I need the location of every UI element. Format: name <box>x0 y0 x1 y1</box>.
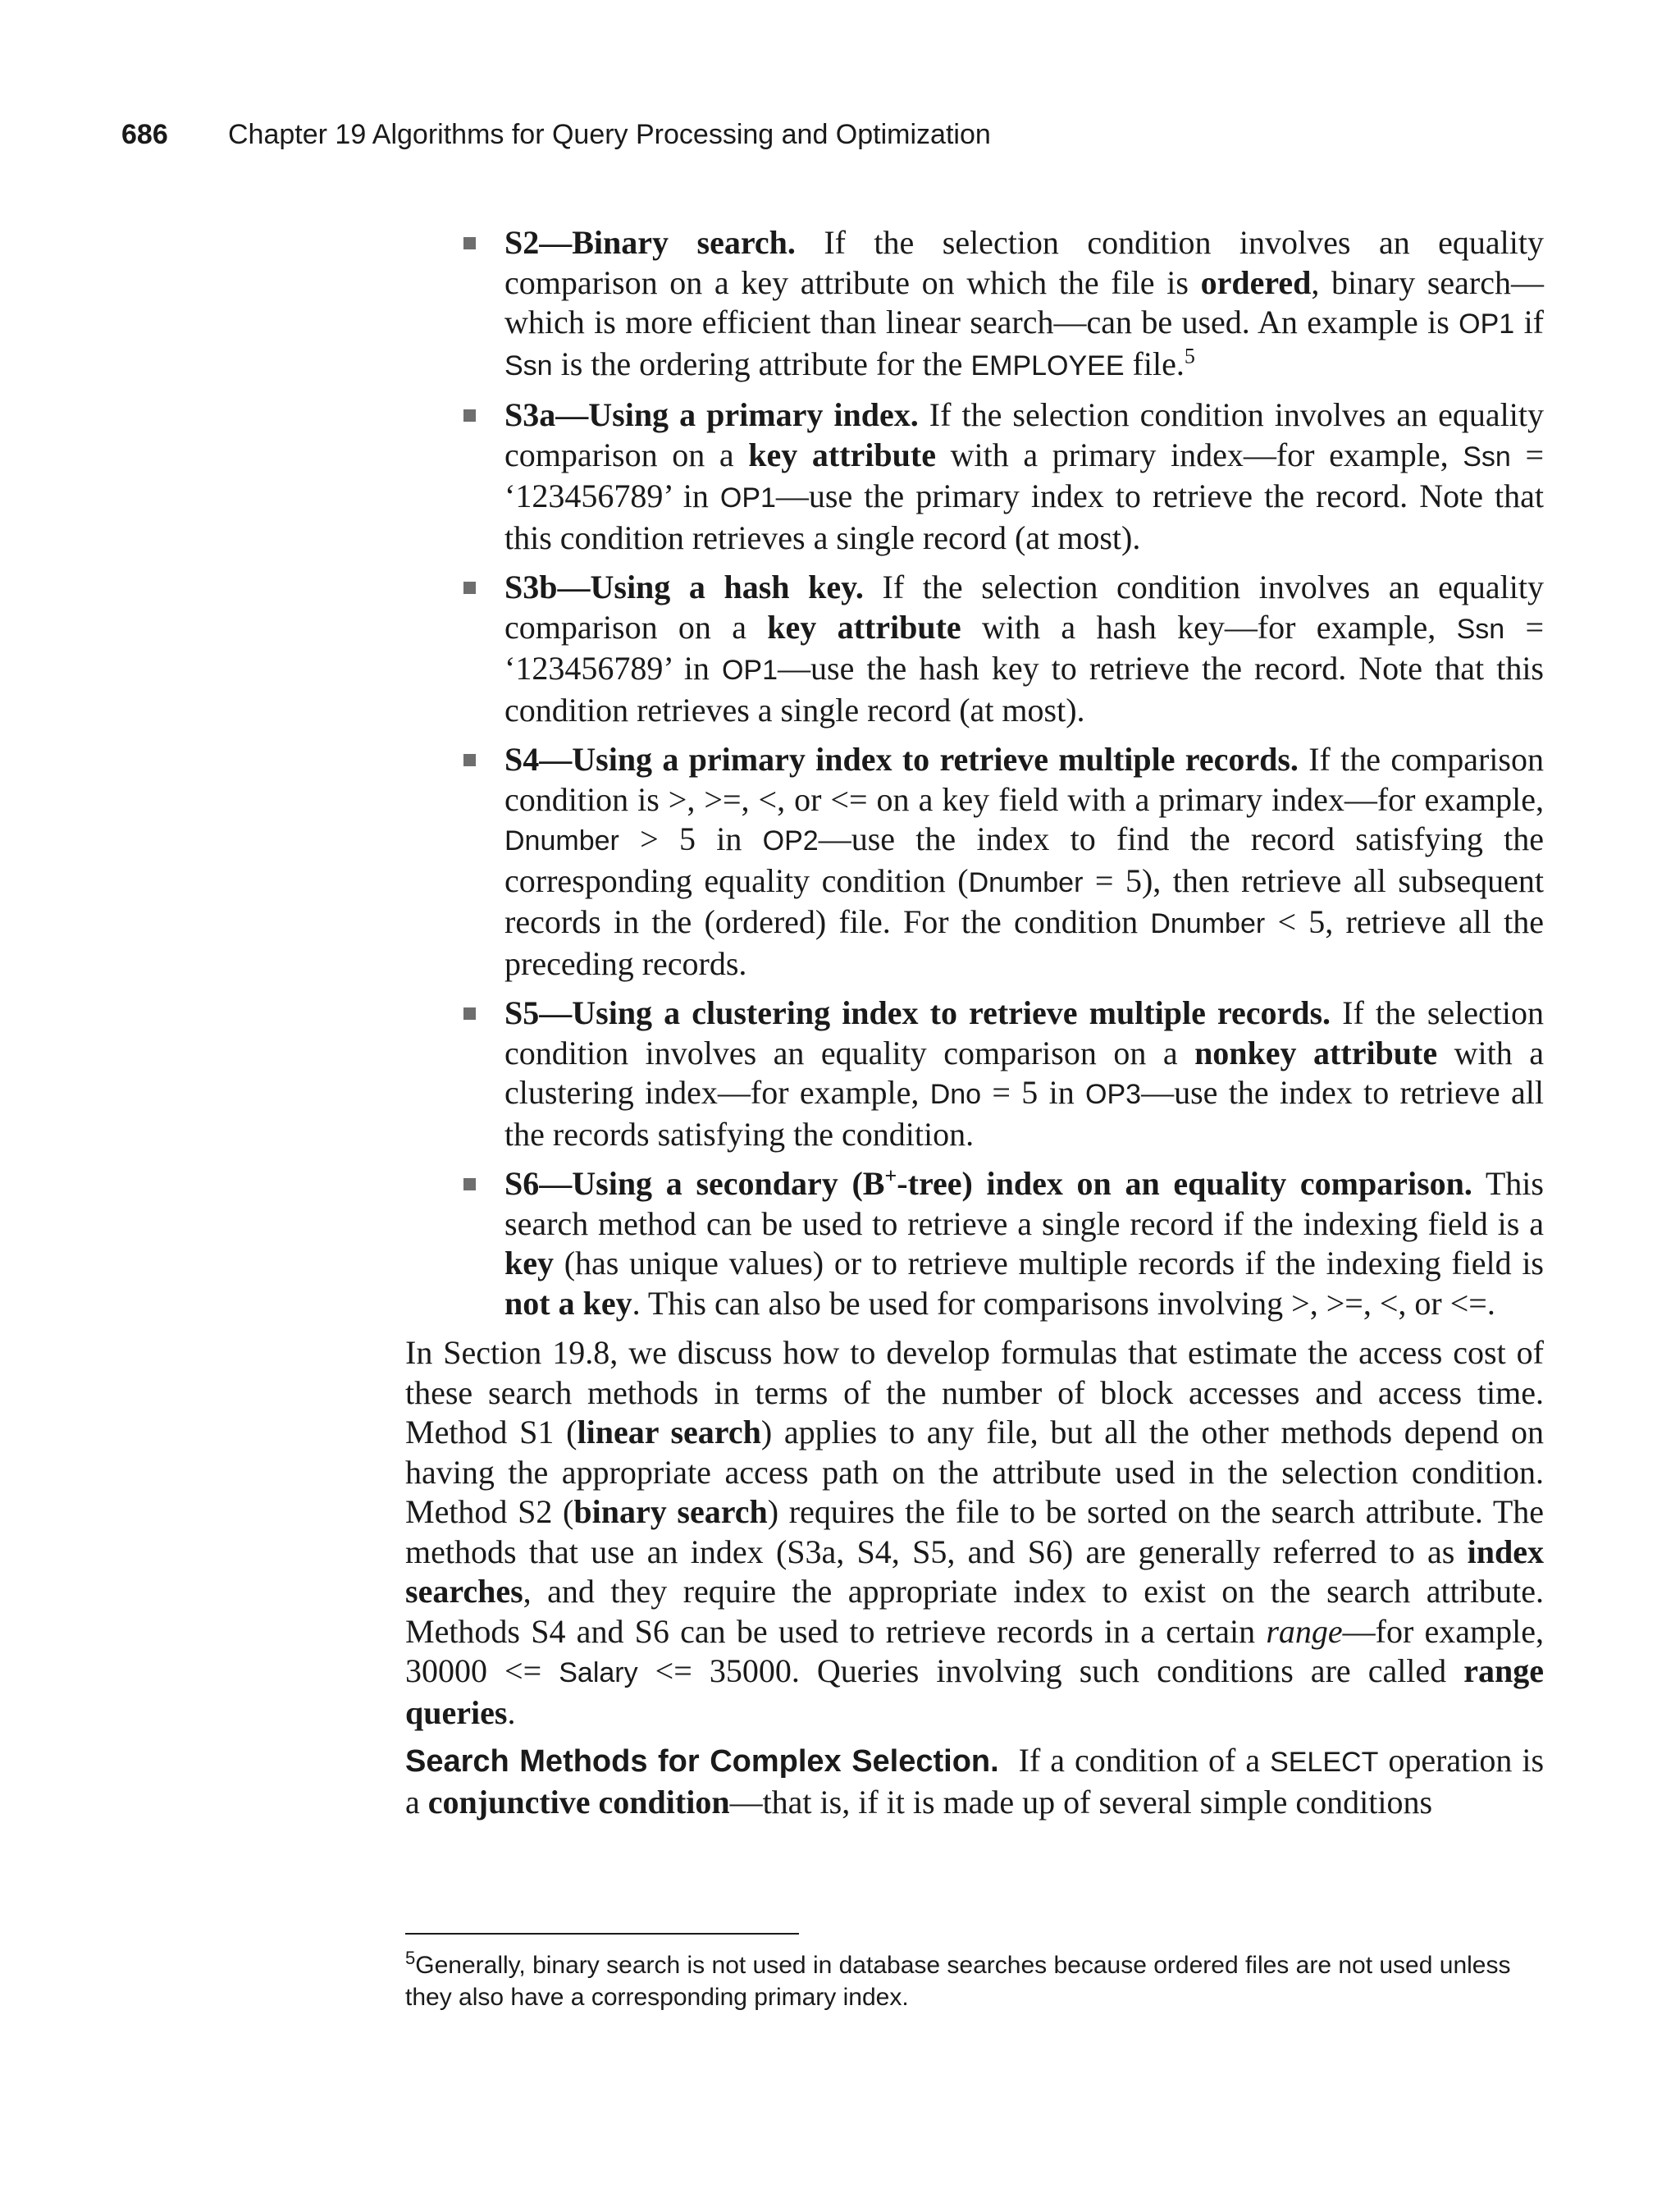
text-run: = 5 in <box>981 1074 1086 1111</box>
code-term: SELECT <box>1270 1747 1379 1778</box>
text-run: —for example, 30000 <= <box>405 1612 1544 1689</box>
code-term: Ssn <box>504 349 553 381</box>
bold-term: range queries <box>405 1652 1544 1731</box>
section-paragraph <box>405 1741 1544 1822</box>
footnote <box>405 1949 1544 2013</box>
code-term: OP2 <box>762 825 819 857</box>
bold-term: S6—Using a secondary (B <box>504 1165 885 1202</box>
text-run: If a condition of a <box>1018 1742 1271 1779</box>
text-run: ) requires the file to be sorted on the search attribute. The methods that use an index (S3a, S4, S5, and S6) are generally referred to as <box>405 1493 1545 1570</box>
text-run: = 5), then retrieve all subsequent records in the (ordered) file. For the condition <box>504 861 1544 940</box>
bold-term: S3b—Using a hash key. <box>504 569 864 605</box>
method-text <box>504 569 1544 729</box>
bold-term: S5—Using a clustering index to retrieve multiple records. <box>504 994 1331 1031</box>
text-run: —use the hash key to retrieve the record. Note that this condition retrieves a single record (at most). <box>504 650 1545 729</box>
code-term: Ssn <box>1456 613 1505 645</box>
text-run: is the ordering attribute for the <box>552 345 971 382</box>
text-run: = ‘123456789’ in <box>504 436 1545 514</box>
footnote-divider <box>405 1933 799 1935</box>
method-item <box>504 223 1544 386</box>
text-run: —use the index to find the record satisfying the corresponding equality condition ( <box>504 820 1545 899</box>
bold-term: key <box>504 1245 554 1281</box>
bold-term: -tree) index on an equality comparison. <box>897 1165 1472 1202</box>
text-run: with a hash key—for example, <box>961 608 1457 646</box>
text-run: This search method can be used to retrieve a single record if the indexing field is a <box>504 1165 1544 1242</box>
text-run: with a primary index—for example, <box>935 436 1463 473</box>
method-item <box>504 994 1544 1154</box>
body-paragraph <box>405 1333 1544 1733</box>
code-term: Ssn <box>1463 441 1511 473</box>
footnote-marker: 5 <box>405 1948 416 1968</box>
text-run: In Section 19.8, we discuss how to develop formulas that estimate the access cost of these search methods in terms of the number of block accesses and access time. Method S1 ( <box>405 1334 1544 1450</box>
bold-term: S4—Using a primary index to retrieve multiple records. <box>504 741 1299 778</box>
bold-term: binary search <box>573 1493 768 1530</box>
code-term: EMPLOYEE <box>970 349 1125 381</box>
text-run: —that is, if it is made up of several simple conditions <box>729 1783 1433 1821</box>
text-run: = ‘123456789’ in <box>504 608 1545 687</box>
text-run: —use the index to retrieve all the records satisfying the condition. <box>504 1074 1544 1153</box>
code-term: Salary <box>559 1657 638 1688</box>
bold-term: S3a—Using a primary index. <box>504 396 919 433</box>
method-item <box>504 395 1544 558</box>
code-term: OP1 <box>719 482 776 514</box>
text-run: . This can also be used for comparisons involving >, >=, <, or <=. <box>632 1284 1495 1322</box>
text-run: <= 35000. Queries involving such conditions are called <box>637 1652 1464 1689</box>
text-run: < 5, retrieve all the preceding records. <box>504 903 1544 982</box>
square-bullet-icon <box>463 1178 476 1190</box>
square-bullet-icon <box>463 1007 476 1020</box>
bold-term: not a key <box>504 1284 632 1322</box>
italic-term: range <box>1266 1612 1343 1650</box>
text-run: ) applies to any file, but all the other methods depend on having the appropriate access path on the attribute used in the selection condition. Method S2 ( <box>405 1414 1544 1530</box>
method-item <box>504 1164 1544 1323</box>
text-run: if <box>1514 304 1544 340</box>
bold-term: ordered <box>1200 263 1312 301</box>
text-run: , binary search—which is more efficient than linear search—can be used. An example is <box>504 263 1545 340</box>
section-heading: Search Methods for Complex Selection. <box>405 1744 999 1779</box>
text-run: file. <box>1124 345 1185 382</box>
method-text <box>504 1165 1544 1322</box>
page-number: 686 <box>121 119 168 150</box>
bold-term: index searches <box>405 1533 1544 1610</box>
text-run: If the selection condition involves an equality comparison on a <box>504 994 1544 1071</box>
bold-term: conjunctive condition <box>427 1783 730 1821</box>
text-run: If the selection condition involves an equality comparison on a key attribute on which the file is <box>504 224 1545 301</box>
footnote-ref: 5 <box>1184 344 1195 368</box>
selection-methods-list <box>405 223 1544 1323</box>
method-text <box>504 741 1544 982</box>
code-term: Dno <box>929 1079 982 1110</box>
text-run: —use the primary index to retrieve the record. Note that this condition retrieves a single record (at most). <box>504 477 1544 556</box>
square-bullet-icon <box>463 409 476 422</box>
method-text <box>504 224 1544 382</box>
code-term: OP1 <box>721 655 778 686</box>
code-term: Dnumber <box>504 825 619 857</box>
square-bullet-icon <box>463 237 476 249</box>
method-item <box>504 568 1544 730</box>
page-body <box>405 223 1544 1822</box>
bold-term: S2—Binary search. <box>504 224 796 261</box>
square-bullet-icon <box>463 582 476 594</box>
paragraph-text <box>405 1334 1544 1731</box>
text-run: , and they require the appropriate index to exist on the search attribute. Methods S4 and S6 can be used to retrieve records in a certain <box>405 1573 1544 1650</box>
method-item <box>504 740 1544 984</box>
text-run: with a clustering index—for example, <box>504 1034 1544 1111</box>
text-run: If the selection condition involves an equality comparison on a <box>504 396 1544 473</box>
code-term: OP3 <box>1085 1079 1142 1110</box>
method-text <box>504 396 1544 556</box>
square-bullet-icon <box>463 754 476 766</box>
code-term: Dnumber <box>1150 908 1266 939</box>
bold-term: key attribute <box>748 436 936 473</box>
code-term: OP1 <box>1459 308 1515 340</box>
bold-term: nonkey attribute <box>1194 1034 1438 1071</box>
running-header <box>121 119 991 151</box>
superscript: + <box>884 1163 897 1188</box>
text-run: (has unique values) or to retrieve multiple records if the indexing field is <box>554 1245 1544 1281</box>
code-term: Dnumber <box>968 866 1084 898</box>
method-text <box>504 994 1544 1153</box>
bold-term: key attribute <box>767 608 961 646</box>
text-run: . <box>507 1693 516 1731</box>
text-run: If the comparison condition is >, >=, <, or <= on a key field with a primary index—for example, <box>504 741 1544 818</box>
text-run: > 5 in <box>619 820 763 857</box>
text-run: If the selection condition involves an equality comparison on a <box>504 569 1545 646</box>
footnote-text: Generally, binary search is not used in database searches because ordered files are not used unless they also have a corresponding primary index. <box>405 1952 1511 2011</box>
chapter-title: Chapter 19 Algorithms for Query Processing and Optimization <box>228 119 991 150</box>
bold-term: linear search <box>577 1414 761 1450</box>
text-run: operation is a <box>405 1742 1545 1821</box>
